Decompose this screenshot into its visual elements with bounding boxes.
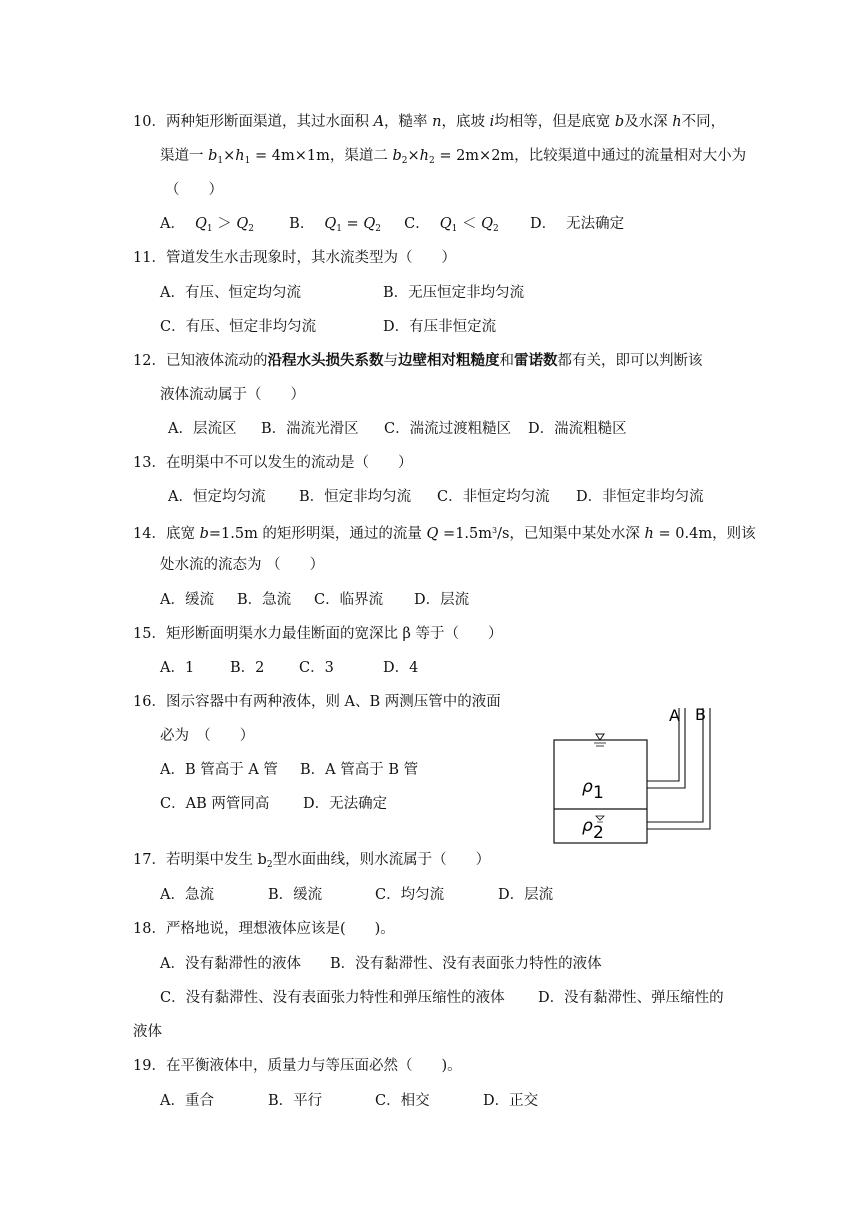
interface-symbol xyxy=(596,816,604,822)
text: = 0.4m，则该 xyxy=(653,526,756,542)
text: × xyxy=(407,148,420,164)
text: ，底坡 xyxy=(441,114,490,130)
tube-a-label: A xyxy=(669,706,680,725)
text: 型水面曲线，则水流属于（ ） xyxy=(272,852,491,868)
question-15-number: 15． xyxy=(133,626,166,642)
text: 不同， xyxy=(681,114,726,130)
text: 都有关，即可以判断该 xyxy=(557,353,703,369)
question-11-option-d: D．有压非恒定流 xyxy=(383,319,497,335)
svg-text:2: 2 xyxy=(593,823,604,843)
text: 和 xyxy=(499,353,514,369)
question-17-number: 17． xyxy=(133,852,166,868)
subscript: 2 xyxy=(428,156,435,166)
text: 与 xyxy=(383,353,398,369)
text: 已知液体流动的 xyxy=(165,353,268,369)
question-11-text: 管道发生水击现象时，其水流类型为（ ） xyxy=(165,250,456,266)
question-10-line-2 xyxy=(160,146,746,171)
tube-b-label: B xyxy=(695,705,706,724)
question-14-line-2: 处水流的流态为 （ ） xyxy=(160,557,325,573)
question-17-option-b: B．缓流 xyxy=(268,887,323,903)
question-14-option-d: D．层流 xyxy=(414,592,470,608)
question-16-number: 16． xyxy=(133,694,166,710)
rho-2-label xyxy=(582,816,604,843)
question-14-option-a: A．缓流 xyxy=(160,592,214,608)
var-h: h xyxy=(235,148,245,164)
question-12-option-c: C．湍流过渡粗糙区 xyxy=(384,421,512,437)
var-h: h xyxy=(672,114,682,130)
question-19-text: 在平衡液体中，质量力与等压面必然（ )。 xyxy=(165,1058,462,1074)
var-A: A xyxy=(373,114,385,130)
question-16-text: 图示容器中有两种液体，则 A、B 两测压管中的液面 xyxy=(165,694,501,710)
question-12-line-2: 液体流动属于（ ） xyxy=(160,387,305,403)
text: 及水深 xyxy=(624,114,673,130)
var-b: b xyxy=(614,114,625,130)
text: /s，已知渠中某处水深 xyxy=(497,526,645,542)
question-15-option-d: D．4 xyxy=(383,660,419,676)
text: ，糙率 xyxy=(384,114,433,130)
superscript: 3 xyxy=(492,526,498,535)
option-a: A． $Q_1 > Q_2$ xyxy=(160,216,254,234)
subscript: 1 xyxy=(217,156,224,166)
subscript: 2 xyxy=(266,860,273,870)
var-b: b xyxy=(199,526,209,542)
question-15 xyxy=(133,624,503,644)
var-b: b xyxy=(392,148,402,164)
keyword-bold: 雷诺数 xyxy=(513,353,558,369)
question-14-option-b: B．急流 xyxy=(237,592,292,608)
question-18-option-a: A．没有黏滞性的液体 xyxy=(160,956,301,972)
question-15-option-c: C．3 xyxy=(299,660,334,676)
question-15-text: 矩形断面明渠水力最佳断面的宽深比 β 等于（ ） xyxy=(165,626,503,642)
question-15-option-a: A．1 xyxy=(160,660,195,676)
question-19-option-d: D．正交 xyxy=(483,1093,539,1109)
manometer-diagram xyxy=(548,700,718,850)
text: 均相等，但是底宽 xyxy=(494,114,615,130)
question-10-line-1 xyxy=(133,112,725,132)
text: 底宽 xyxy=(165,526,200,542)
question-17-option-d: D．层流 xyxy=(498,887,554,903)
tube-b-inner-wall xyxy=(647,708,703,822)
text: =1.5m xyxy=(438,526,493,542)
question-18-option-d-continued: 液体 xyxy=(133,1024,162,1040)
question-19 xyxy=(133,1056,462,1076)
question-13-option-d: D．非恒定非均匀流 xyxy=(576,489,704,505)
question-17-option-c: C．均匀流 xyxy=(375,887,445,903)
question-12-option-d: D．湍流粗糙区 xyxy=(528,421,627,437)
question-19-option-c: C．相交 xyxy=(375,1093,430,1109)
question-13-number: 13． xyxy=(133,455,166,471)
question-16-line-2: 必为 （ ） xyxy=(160,728,255,744)
var-b: b xyxy=(208,148,218,164)
question-18-text: 严格地说，理想液体应该是( )。 xyxy=(165,921,395,937)
question-12-line-1 xyxy=(133,351,702,371)
svg-text:ρ: ρ xyxy=(582,816,593,836)
text: 渠道一 xyxy=(160,148,209,164)
text: 若明渠中发生 b xyxy=(165,852,267,868)
question-18-number: 18． xyxy=(133,921,166,937)
text: = 4m×1m，渠道二 xyxy=(250,148,393,164)
question-16-line-1 xyxy=(133,692,501,712)
text: × xyxy=(223,148,236,164)
question-13-option-a: A．恒定均匀流 xyxy=(168,489,266,505)
var-h: h xyxy=(419,148,429,164)
question-16-option-c: C．AB 两管同高 xyxy=(160,796,270,812)
var-n: n xyxy=(432,114,442,130)
question-13-text: 在明渠中不可以发生的流动是（ ） xyxy=(165,455,413,471)
question-14-number: 14． xyxy=(133,526,166,542)
question-16-option-a: A．B 管高于 A 管 xyxy=(160,762,278,778)
text: 两种矩形断面渠道，其过水面积 xyxy=(165,114,374,130)
question-10-answer-parens: （ ） xyxy=(165,182,223,198)
var-h: h xyxy=(644,526,654,542)
question-13 xyxy=(133,453,412,473)
question-19-number: 19． xyxy=(133,1058,166,1074)
question-12-option-a: A．层流区 xyxy=(168,421,237,437)
question-10-number: 10． xyxy=(133,114,166,130)
question-12-number: 12． xyxy=(133,353,166,369)
question-17 xyxy=(133,850,490,875)
var-Q: Q xyxy=(426,526,439,542)
question-14-option-c: C．临界流 xyxy=(314,592,384,608)
option-b: B． $Q_1 = Q_2$ xyxy=(289,216,381,234)
question-19-option-a: A．重合 xyxy=(160,1093,214,1109)
question-15-option-b: B．2 xyxy=(230,660,265,676)
question-11-option-b: B．无压恒定非均匀流 xyxy=(383,285,525,301)
question-11 xyxy=(133,248,456,268)
rho-1-label xyxy=(582,777,604,803)
question-16-option-b: B．A 管高于 B 管 xyxy=(300,762,419,778)
question-11-number: 11． xyxy=(133,250,166,266)
subscript: 2 xyxy=(401,156,408,166)
question-14-line-1 xyxy=(133,521,756,544)
text: =1.5m 的矩形明渠，通过的流量 xyxy=(208,526,427,542)
question-18-option-d: D．没有黏滞性、弹压缩性的 xyxy=(538,990,724,1006)
option-d: D． 无法确定 xyxy=(529,216,625,232)
question-12-option-b: B．湍流光滑区 xyxy=(261,421,359,437)
question-10-options xyxy=(160,214,624,239)
question-18 xyxy=(133,919,395,939)
question-13-option-c: C．非恒定均匀流 xyxy=(437,489,550,505)
question-11-option-a: A．有压、恒定均匀流 xyxy=(160,285,301,301)
question-18-option-b: B．没有黏滞性、没有表面张力特性的液体 xyxy=(330,956,602,972)
question-11-option-c: C．有压、恒定非均匀流 xyxy=(160,319,317,335)
keyword-bold: 边壁相对粗糙度 xyxy=(397,353,500,369)
var-i: i xyxy=(489,114,495,130)
svg-text:ρ: ρ xyxy=(582,777,593,797)
keyword-bold: 沿程水头损失系数 xyxy=(267,353,384,369)
question-17-option-a: A．急流 xyxy=(160,887,214,903)
question-13-option-b: B．恒定非均匀流 xyxy=(299,489,412,505)
text: = 2m×2m，比较渠道中通过的流量相对大小为 xyxy=(434,148,747,164)
option-c: C． $Q_1 < Q_2$ xyxy=(404,216,499,234)
svg-text:1: 1 xyxy=(593,783,604,803)
question-18-option-c: C．没有黏滞性、没有表面张力特性和弹压缩性的液体 xyxy=(160,990,505,1006)
question-16-option-d: D．无法确定 xyxy=(303,796,388,812)
question-19-option-b: B．平行 xyxy=(268,1093,323,1109)
subscript: 1 xyxy=(244,156,251,166)
